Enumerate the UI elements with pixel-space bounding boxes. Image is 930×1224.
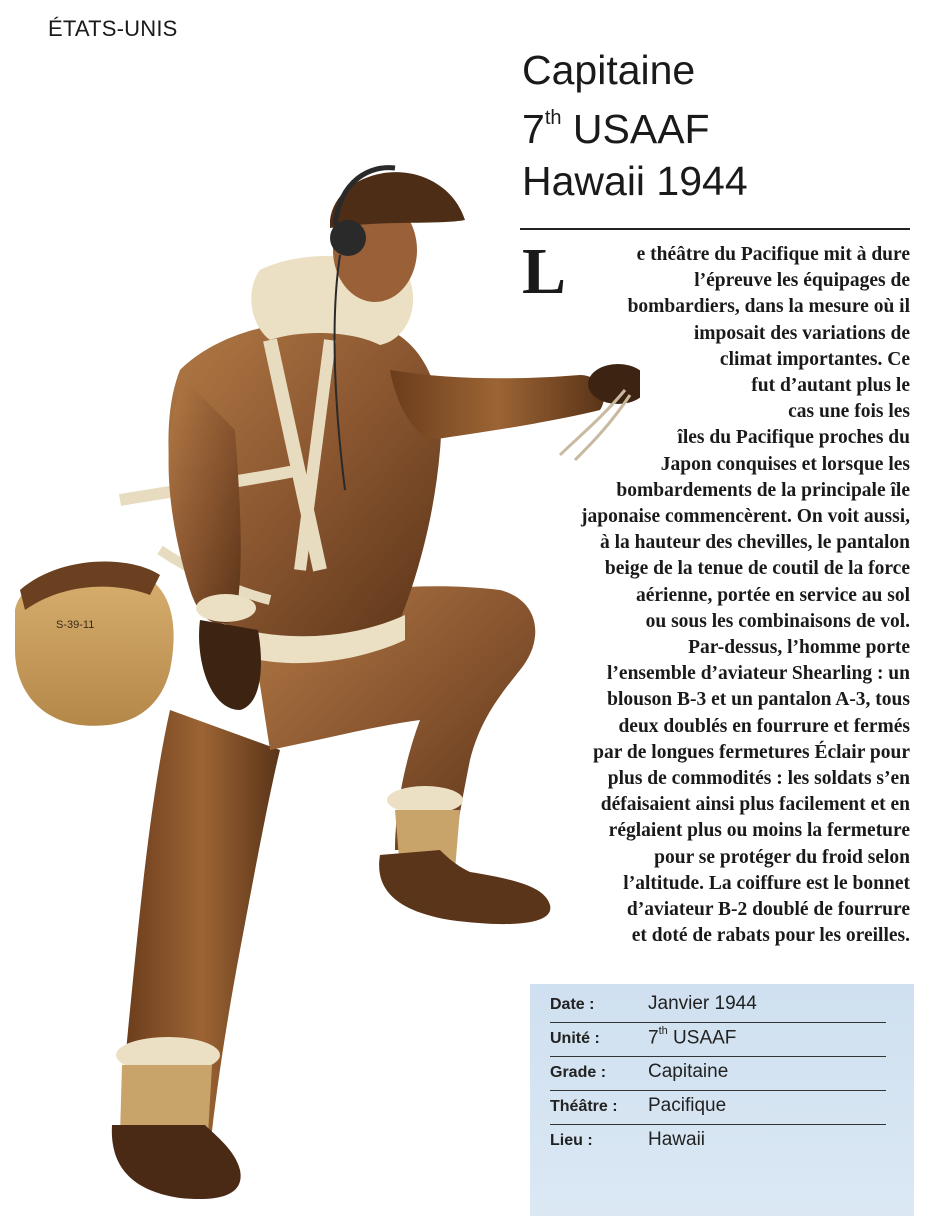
info-key: Lieu :: [550, 1132, 593, 1149]
body-line: l’épreuve les équipages de: [694, 270, 910, 292]
raised-leg-fur-cuff: [387, 786, 463, 814]
body-line: bombardiers, dans la mesure où il: [627, 296, 910, 318]
flight-cap: [330, 172, 465, 228]
body-line: Japon conquises et lorsque les: [660, 453, 910, 475]
title-unit: [522, 106, 710, 152]
parachute-marking: S-39-11: [56, 619, 95, 631]
title-place-year: Hawaii 1944: [522, 157, 748, 204]
headphone: [330, 220, 366, 256]
info-value: Capitaine: [648, 1061, 729, 1082]
body-line: imposait des variations de: [693, 322, 910, 344]
title-unit-suffix: th: [544, 107, 562, 129]
info-value: [648, 1027, 736, 1049]
body-line: beige de la tenue de coutil de la force: [604, 558, 910, 580]
body-line: fut d’autant plus le: [751, 375, 910, 397]
info-box: [530, 984, 914, 1216]
body-line: réglaient plus ou moins la fermeture: [608, 820, 910, 842]
body-line: blouson B-3 et un pantalon A-3, tous: [607, 689, 910, 711]
body-line: bombardements de la principale île: [616, 479, 910, 501]
section-label: ÉTATS-UNIS: [48, 16, 178, 41]
body-line: par de longues fermetures Éclair pour: [593, 741, 910, 763]
body-line: climat importantes. Ce: [719, 348, 910, 370]
body-line: l’ensemble d’aviateur Shearling : un: [607, 663, 910, 685]
body-line: l’altitude. La coiffure est le bonnet: [623, 872, 910, 894]
body-line: îles du Pacifique proches du: [677, 427, 910, 449]
unit-name: USAAF: [667, 1027, 737, 1049]
body-text: [490, 235, 910, 949]
title-unit-number: 7: [522, 105, 545, 152]
info-value: Pacifique: [648, 1095, 727, 1116]
info-row-date: [550, 988, 886, 1023]
body-line: à la hauteur des chevilles, le pantalon: [599, 532, 910, 554]
title-rank: Capitaine: [522, 47, 696, 93]
lowered-glove: [199, 620, 261, 710]
body-line: cas une fois les: [788, 401, 910, 423]
info-row-unit: [550, 1022, 886, 1057]
info-key: Grade :: [550, 1064, 607, 1081]
info-value: Janvier 1944: [648, 993, 757, 1014]
info-key: Unité :: [550, 1030, 600, 1047]
lowered-arm-fur-cuff: [196, 594, 256, 622]
info-row-place: [550, 1124, 886, 1158]
unit-number: 7: [648, 1027, 659, 1049]
standing-shoe: [112, 1125, 241, 1199]
info-row-rank: [550, 1056, 886, 1091]
body-line: japonaise commencèrent. On voit aussi,: [581, 506, 910, 528]
body-line: e théâtre du Pacifique mit à dure: [636, 244, 910, 265]
body-line: plus de commodités : les soldats s’en: [607, 768, 910, 790]
body-line: ou sous les combinaisons de vol.: [645, 610, 910, 632]
info-key: Théâtre :: [550, 1098, 618, 1115]
title-unit-name: USAAF: [561, 105, 710, 152]
info-value: Hawaii: [648, 1129, 706, 1150]
body-line: aérienne, portée en service au sol: [635, 584, 910, 606]
body-line: deux doublés en fourrure et fermés: [618, 715, 910, 737]
drop-cap: L: [522, 235, 567, 308]
info-key: Date :: [550, 996, 595, 1013]
info-row-theatre: [550, 1090, 886, 1125]
body-line: et doté de rabats pour les oreilles.: [631, 925, 910, 947]
standing-leg-khaki-trouser: [120, 1065, 212, 1135]
body-line: défaisaient ainsi plus facilement et en: [600, 794, 910, 816]
unit-suffix: th: [658, 1025, 668, 1037]
body-line: Par-dessus, l’homme porte: [688, 637, 910, 659]
body-line: pour se protéger du froid selon: [654, 846, 910, 868]
body-line: d’aviateur B-2 doublé de fourrure: [626, 899, 910, 921]
